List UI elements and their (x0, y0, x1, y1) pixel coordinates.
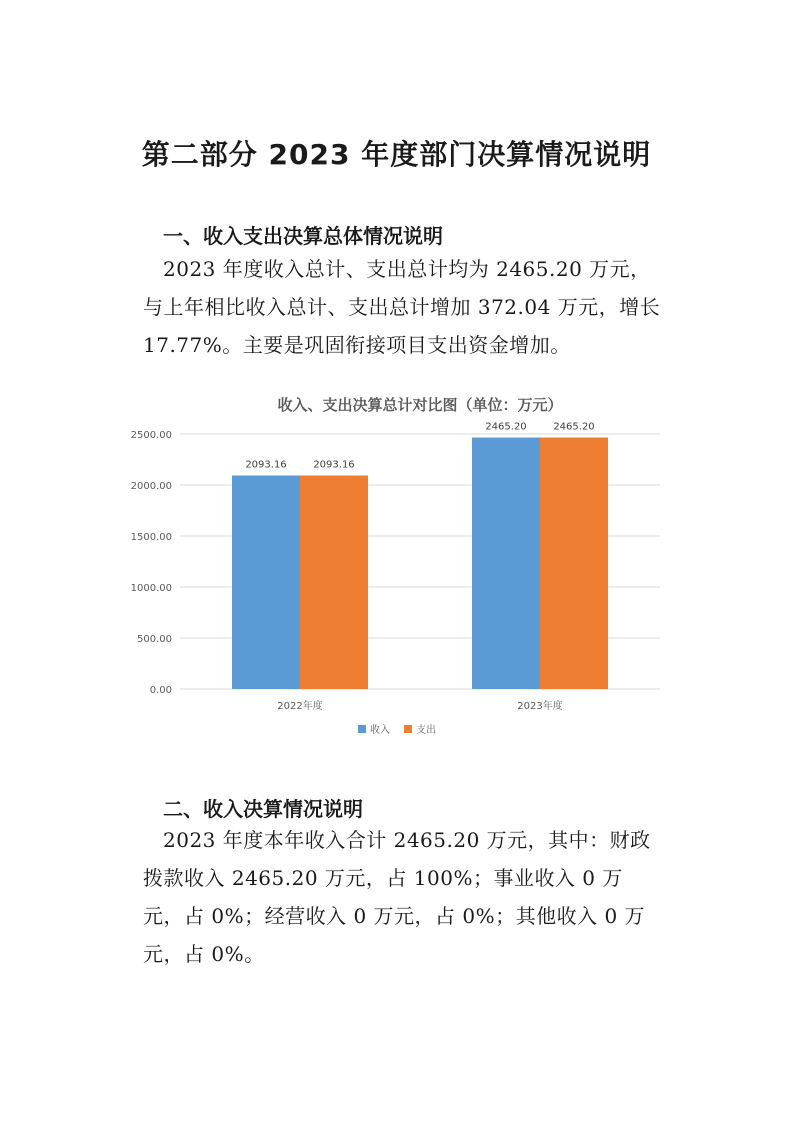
income-expense-comparison-chart (118, 382, 680, 752)
section-heading-income: 二、收入决算情况说明 (163, 797, 363, 821)
y-tick-label: 2000.00 (130, 481, 172, 492)
y-tick-label: 1000.00 (130, 583, 172, 594)
x-tick-label: 2022年度 (277, 701, 323, 712)
legend-swatch (358, 725, 366, 733)
bar-支出 (540, 438, 608, 689)
y-tick-label: 2500.00 (130, 430, 172, 441)
chart-title: 收入、支出决算总计对比图（单位：万元） (277, 396, 563, 414)
y-tick-label: 500.00 (137, 634, 172, 645)
bar-收入 (472, 438, 540, 689)
bar-支出 (300, 475, 368, 689)
paragraph-income-expense-summary: 2023 年度收入总计、支出总计均为 2465.20 万元，与上年相比收入总计、支出总计增加 372.04 万元，增长 17.77%。主要是巩固衔接项目支出资金增加。 (143, 257, 661, 357)
page-title: 第二部分 2023 年度部门决算情况说明 (141, 138, 652, 171)
data-label: 2093.16 (245, 459, 287, 471)
y-tick-label: 0.00 (149, 685, 172, 696)
legend-label: 收入 (370, 725, 390, 736)
y-tick-label: 1500.00 (130, 532, 172, 543)
data-label: 2465.20 (553, 421, 595, 433)
paragraph-income-detail: 2023 年度本年收入合计 2465.20 万元，其中：财政拨款收入 2465.20 万元，占 100%；事业收入 0 万元，占 0%；经营收入 0 万元，占 0%；其他收入 0 万元，占 0%。 (143, 828, 651, 966)
x-tick-label: 2023年度 (517, 701, 563, 712)
bar-收入 (232, 475, 300, 689)
chart-svg (118, 382, 680, 752)
legend-label: 支出 (416, 725, 436, 736)
legend-swatch (404, 725, 412, 733)
data-label: 2093.16 (313, 459, 355, 471)
data-label: 2465.20 (485, 421, 527, 433)
section-heading-income-expense: 一、收入支出决算总体情况说明 (163, 224, 443, 248)
